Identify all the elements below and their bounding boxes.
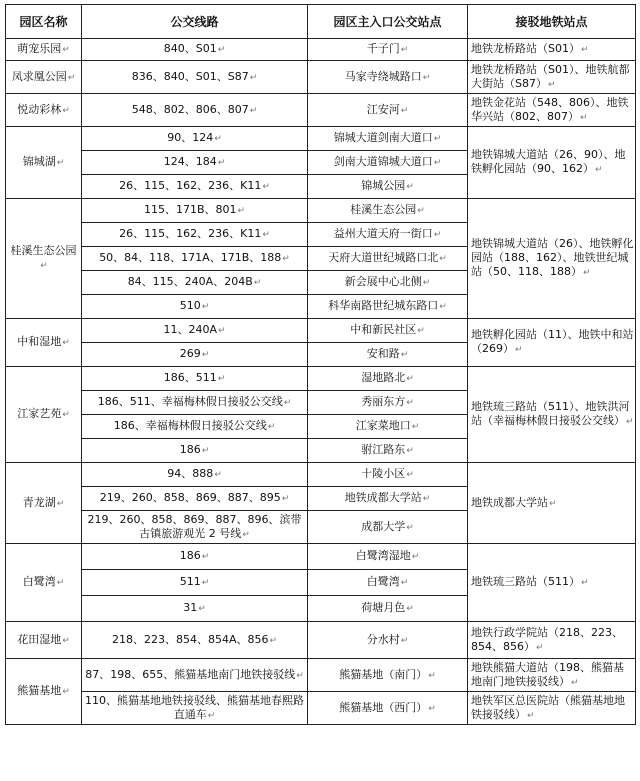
metro-station: 地铁龙桥路站（S01）、地铁航都大街站（S87）↵ [468,61,636,94]
table-row [6,39,636,61]
park-name: 凤求凰公园↵ [6,61,82,94]
metro-station: 地铁金花站（548、806）、地铁华兴站（802、807）↵ [468,94,636,127]
header-metro-station: 接驳地铁站点 [468,5,636,39]
bus-lines: 219、260、858、869、887、896、滨带古镇旅游观光 2 号线↵ [82,511,308,544]
header-row [6,5,636,39]
metro-station: 地铁琉三路站（511）↵ [468,544,636,622]
table-row [6,94,636,127]
bus-lines: 269↵ [82,343,308,367]
park-name: 青龙湖↵ [6,463,82,544]
park-name: 熊猫基地↵ [6,659,82,725]
header-bus-lines: 公交线路 [82,5,308,39]
entrance-stop: 江安河↵ [308,94,468,127]
entrance-stop: 江家菜地口↵ [308,415,468,439]
table-row [6,544,636,570]
bus-lines: 548、802、806、807↵ [82,94,308,127]
bus-lines: 31↵ [82,596,308,622]
park-name: 中和湿地↵ [6,319,82,367]
table-row [6,659,636,692]
entrance-stop: 天府大道世纪城路口北↵ [308,247,468,271]
bus-lines: 186、511、幸福梅林假日接驳公交线↵ [82,391,308,415]
entrance-stop: 分水村↵ [308,622,468,659]
metro-station: 地铁锦城大道站（26、90）、地铁孵化园站（90、162）↵ [468,127,636,199]
bus-lines: 186↵ [82,544,308,570]
bus-lines: 110、熊猫基地地铁接驳线、熊猫基地春熙路直通车↵ [82,692,308,725]
entrance-stop: 锦城公园↵ [308,175,468,199]
metro-station: 地铁军区总医院站（熊猫基地地铁接驳线）↵ [468,692,636,725]
bus-lines: 84、115、240A、204B↵ [82,271,308,295]
header-park-name: 园区名称 [6,5,82,39]
table-row [6,199,636,223]
bus-lines: 186、511↵ [82,367,308,391]
bus-lines: 26、115、162、236、K11↵ [82,175,308,199]
park-name: 桂溪生态公园↵ [6,199,82,319]
entrance-stop: 白鹭湾湿地↵ [308,544,468,570]
bus-lines: 50、84、118、171A、171B、188↵ [82,247,308,271]
metro-station: 地铁成都大学站↵ [468,463,636,544]
header-entrance-stop: 园区主入口公交站点 [308,5,468,39]
park-name: 白鹭湾↵ [6,544,82,622]
park-name: 悦动彩林↵ [6,94,82,127]
entrance-stop: 益州大道天府一街口↵ [308,223,468,247]
entrance-stop: 锦城大道剑南大道口↵ [308,127,468,151]
bus-lines: 510↵ [82,295,308,319]
bus-lines: 218、223、854、854A、856↵ [82,622,308,659]
bus-route-table [5,4,636,725]
park-name: 萌宠乐园↵ [6,39,82,61]
bus-lines: 219、260、858、869、887、895↵ [82,487,308,511]
table-row [6,127,636,151]
bus-lines: 90、124↵ [82,127,308,151]
entrance-stop: 剑南大道锦城大道口↵ [308,151,468,175]
table-row [6,319,636,343]
table-row [6,367,636,391]
park-name: 花田湿地↵ [6,622,82,659]
metro-station: 地铁孵化园站（11）、地铁中和站（269）↵ [468,319,636,367]
entrance-stop: 安和路↵ [308,343,468,367]
entrance-stop: 湿地路北↵ [308,367,468,391]
bus-lines: 115、171B、801↵ [82,199,308,223]
entrance-stop: 荷塘月色↵ [308,596,468,622]
table-row [6,463,636,487]
table-row [6,622,636,659]
metro-station: 地铁琉三路站（511）、地铁洪河站（幸福梅林假日接驳公交线）↵ [468,367,636,463]
bus-lines: 186、幸福梅林假日接驳公交线↵ [82,415,308,439]
entrance-stop: 科华南路世纪城东路口↵ [308,295,468,319]
bus-lines: 511↵ [82,570,308,596]
metro-station: 地铁熊猫大道站（198、熊猫基地南门地铁接驳线）↵ [468,659,636,692]
entrance-stop: 中和新民社区↵ [308,319,468,343]
bus-lines: 26、115、162、236、K11↵ [82,223,308,247]
bus-lines: 124、184↵ [82,151,308,175]
park-name: 江家艺苑↵ [6,367,82,463]
metro-station: 地铁龙桥路站（S01）↵ [468,39,636,61]
entrance-stop: 马家寺绕城路口↵ [308,61,468,94]
entrance-stop: 千子门↵ [308,39,468,61]
entrance-stop: 新会展中心北侧↵ [308,271,468,295]
metro-station: 地铁锦城大道站（26）、地铁孵化园站（188、162）、地铁世纪城站（50、118、188）↵ [468,199,636,319]
bus-lines: 186↵ [82,439,308,463]
entrance-stop: 熊猫基地（西门）↵ [308,692,468,725]
entrance-stop: 秀丽东方↵ [308,391,468,415]
entrance-stop: 地铁成都大学站↵ [308,487,468,511]
metro-station: 地铁行政学院站（218、223、854、856）↵ [468,622,636,659]
entrance-stop: 十陵小区↵ [308,463,468,487]
table-row [6,692,636,725]
entrance-stop: 桂溪生态公园↵ [308,199,468,223]
bus-lines: 840、S01↵ [82,39,308,61]
entrance-stop: 成都大学↵ [308,511,468,544]
bus-lines: 94、888↵ [82,463,308,487]
entrance-stop: 驸江路东↵ [308,439,468,463]
table-row [6,61,636,94]
bus-lines: 11、240A↵ [82,319,308,343]
park-name: 锦城湖↵ [6,127,82,199]
entrance-stop: 熊猫基地（南门）↵ [308,659,468,692]
bus-lines: 836、840、S01、S87↵ [82,61,308,94]
bus-lines: 87、198、655、熊猫基地南门地铁接驳线↵ [82,659,308,692]
entrance-stop: 白鹭湾↵ [308,570,468,596]
